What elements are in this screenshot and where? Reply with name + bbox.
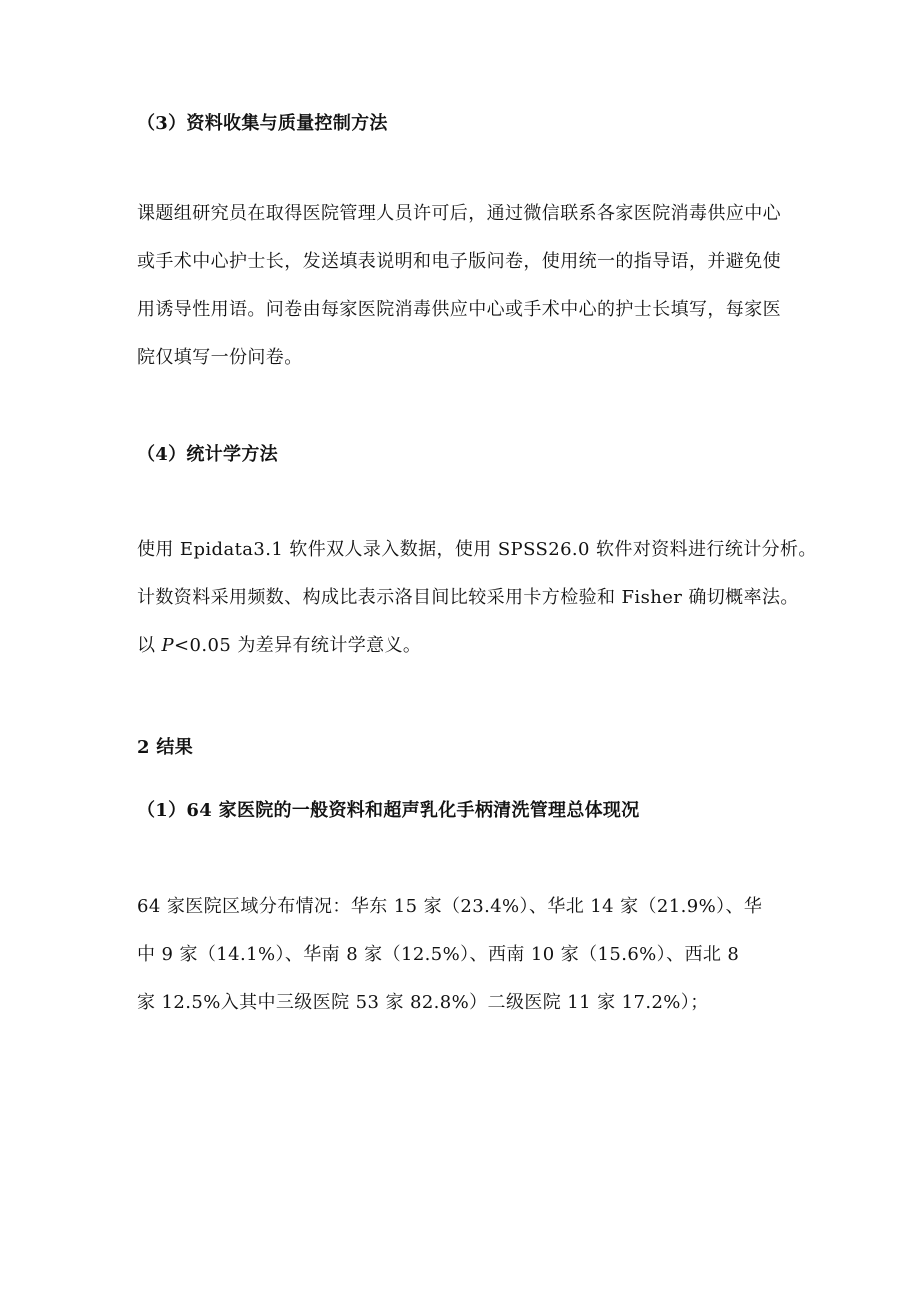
paragraph-line: 院仅填写一份问卷。: [137, 347, 303, 368]
paragraph-line: 用诱导性用语。问卷由每家医院消毒供应中心或手术中心的护士长填写，每家医: [137, 299, 781, 320]
section-4-heading: （4）统计学方法: [137, 444, 278, 465]
line-suffix: <0.05 为差异有统计学意义。: [174, 635, 422, 656]
paragraph-line: 计数资料采用频数、构成比表示洛目间比较采用卡方检验和 Fisher 确切概率法。: [137, 587, 799, 608]
section-3-heading: （3）资料收集与质量控制方法: [137, 113, 388, 134]
results-subheading: （1）64 家医院的一般资料和超声乳化手柄清洗管理总体现况: [137, 800, 640, 821]
results-heading: 2 结果: [137, 737, 193, 758]
section-4-paragraph: [137, 538, 817, 682]
paragraph-line-significance: [137, 634, 797, 682]
paragraph-line: 中 9 家（14.1%）、华南 8 家（12.5%）、西南 10 家（15.6%）、西北 8: [137, 944, 740, 965]
line-prefix: 以: [137, 635, 162, 656]
p-value-symbol: P: [161, 635, 175, 656]
paragraph-line: 64 家医院区域分布情况：华东 15 家（23.4%）、华北 14 家（21.9%）、华: [137, 896, 763, 917]
paragraph-line: 课题组研究员在取得医院管理人员许可后，通过微信联系各家医院消毒供应中心: [137, 203, 781, 224]
paragraph-line: 或手术中心护士长，发送填表说明和电子版问卷，使用统一的指导语，并避免使: [137, 251, 781, 272]
results-paragraph: [137, 895, 797, 1039]
section-3-paragraph: [137, 202, 797, 394]
paragraph-line: 使用 Epidata3.1 软件双人录入数据，使用 SPSS26.0 软件对资料进行统计分析。: [137, 539, 817, 560]
paragraph-line: 家 12.5%入其中三级医院 53 家 82.8%）二级医院 11 家 17.2%）；: [137, 992, 709, 1013]
